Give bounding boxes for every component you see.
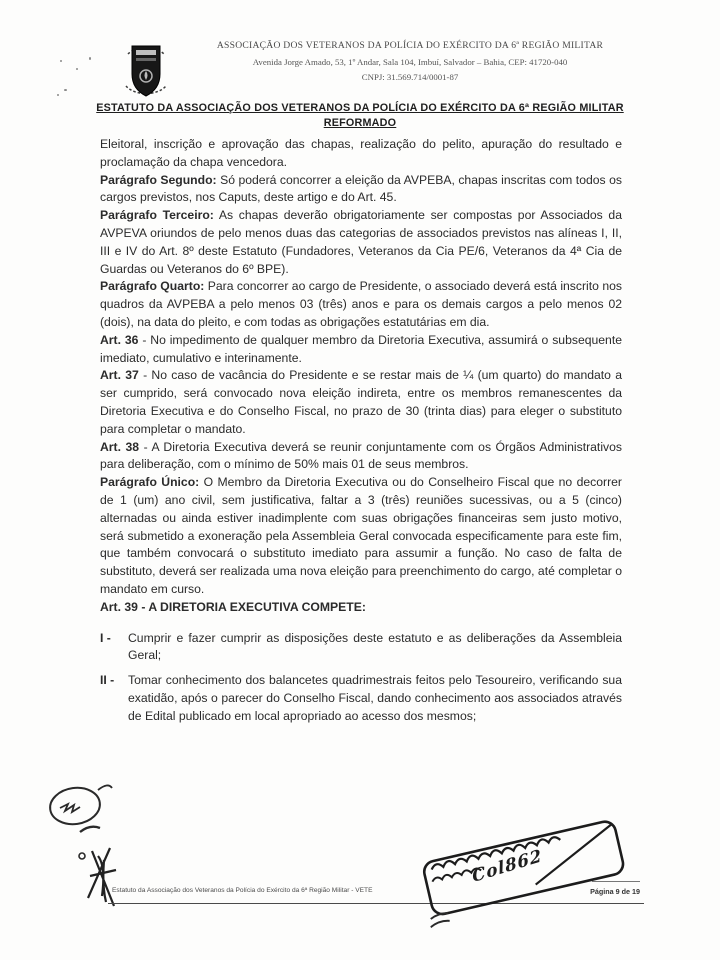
list-item-2 xyxy=(100,672,622,725)
list-item-numeral: II - xyxy=(100,673,115,688)
document-title-line1: ESTATUTO DA ASSOCIAÇÃO DOS VETERANOS DA POLÍCIA DO EXÉRCITO DA 6ª REGIÃO MILITAR xyxy=(96,102,624,114)
paragraph-text: As chapas deverão obrigatoriamente ser compostas por Associados da AVPEVA oriundos de pelo menos duas das categorias de associados previstos nas alíneas I, II, III e IV do Art. 8º deste Estatuto (Fundadores, Veteranos da Cia PE/6, Veteranos da 4ª Cia de Guardas ou Veteranos do 6º BPE). xyxy=(100,208,622,276)
paragraph-unico xyxy=(100,474,622,599)
paragraph-text: Eleitoral, inscrição e aprovação das chapas, realização do pelito, apuração do resultado e proclamação da chapa vencedora. xyxy=(100,137,622,169)
article-number: Art. 37 xyxy=(100,368,139,383)
page-number: Página 9 de 19 xyxy=(590,887,640,896)
paragraph-terceiro xyxy=(100,207,622,278)
article-text: - No impedimento de qualquer membro da Diretoria Executiva, assumirá o subsequente imediato, cumulativo e interinamente. xyxy=(100,332,622,365)
article-text: - No caso de vacância do Presidente e se restar mais de ¼ (um quarto) do mandato a ser cumprido, será convocado nova eleição indireta, entre os membros remanescentes da Diretoria Executiva e do Conselho Fiscal, no prazo de 30 (trinta dias) para eleger o substituto para completar o mandato. xyxy=(100,368,622,436)
article-37 xyxy=(100,367,622,438)
paragraph-lead: Parágrafo Único: xyxy=(100,475,200,490)
article-number: Art. 38 xyxy=(100,439,140,454)
article-39 xyxy=(100,599,622,617)
paragraph-continuation xyxy=(100,136,622,172)
scan-speck xyxy=(60,60,62,62)
article-36 xyxy=(100,332,622,368)
org-address: Avenida Jorge Amado, 53, 1º Andar, Sala 104, Imbuí, Salvador – Bahia, CEP: 41720-040 xyxy=(252,57,568,67)
scan-speck xyxy=(89,57,91,60)
scan-speck xyxy=(76,68,78,70)
list-item-numeral: I - xyxy=(100,630,111,645)
list-item-1 xyxy=(100,630,622,666)
scan-speck xyxy=(57,94,59,96)
article-text: - A DIRETORIA EXECUTIVA COMPETE: xyxy=(137,599,366,614)
scan-speck xyxy=(64,89,67,91)
paragraph-text: Só poderá concorrer a eleição da AVPEBA, chapas inscritas com todos os cargos previstos, nos Caputs, deste artigo e do Art. 45. xyxy=(100,172,622,205)
handwritten-stamp-code: Col862 xyxy=(470,845,544,888)
paragraph-lead: Parágrafo Quarto: xyxy=(100,279,205,294)
article-number: Art. 36 xyxy=(100,332,139,347)
article-text: - A Diretoria Executiva deverá se reunir conjuntamente com os Órgãos Administrativos para deliberação, com o mínimo de 50% mais 01 de seus membros. xyxy=(100,439,622,472)
paragraph-text: O Membro da Diretoria Executiva ou do Conselheiro Fiscal que no decorrer de 1 (um) ano civil, sem justificativa, faltar a 3 (três) reuniões sucessivas, ou a 5 (cinco) alternadas ou ainda estiver inadimplente com suas obrigações financeiras sem justo motivo, será submetido a exoneração pela Assembleia Geral convocada especificamente para este fim, que também convocará o substituto imediato para assumir a função. No caso de falta de substituto, deverá ser realizada uma nova eleição para preenchimento do cargo, até completar o mandato em curso. xyxy=(100,475,622,596)
paragraph-segundo xyxy=(100,172,622,208)
registry-stamp xyxy=(413,803,642,935)
pen-dash-mark xyxy=(76,818,116,868)
paragraph-quarto xyxy=(100,278,622,331)
paragraph-lead: Parágrafo Segundo: xyxy=(100,172,217,187)
document-body xyxy=(100,136,622,726)
org-cnpj: CNPJ: 31.569.714/0001-87 xyxy=(361,72,459,82)
paragraph-text: Para concorrer ao cargo de Presidente, o associado deverá está inscrito nos quadros da AVPEBA a pelo menos 03 (três) anos e para os demais cargos a pelo menos 02 (dois), na data do pleito, e com todas as obrigações estatutárias em dia. xyxy=(100,279,622,329)
article-38 xyxy=(100,439,622,475)
association-crest-icon xyxy=(121,38,171,104)
list-item-text: Tomar conhecimento dos balancetes quadrimestrais feitos pelo Tesoureiro, verificando sua exatidão, após o parecer do Conselho Fiscal, dando conhecimento aos associados através de Edital publicado em local apropriado ao acesso dos mesmos; xyxy=(128,673,622,723)
paragraph-lead: Parágrafo Terceiro: xyxy=(100,208,214,223)
document-title xyxy=(88,101,632,131)
document-title-line2: REFORMADO xyxy=(323,117,397,129)
footer-document-title: Estatuto da Associação dos Veteranos da Polícia do Exército da 6ª Região Militar - VETE xyxy=(112,887,373,894)
list-item-text: Cumprir e fazer cumprir as disposições deste estatuto e as deliberações da Assembleia Geral; xyxy=(128,630,622,663)
org-name: ASSOCIAÇÃO DOS VETERANOS DA POLÍCIA DO EXÉRCITO DA 6ª REGIÃO MILITAR xyxy=(216,40,604,51)
article-number: Art. 39 xyxy=(100,599,138,614)
